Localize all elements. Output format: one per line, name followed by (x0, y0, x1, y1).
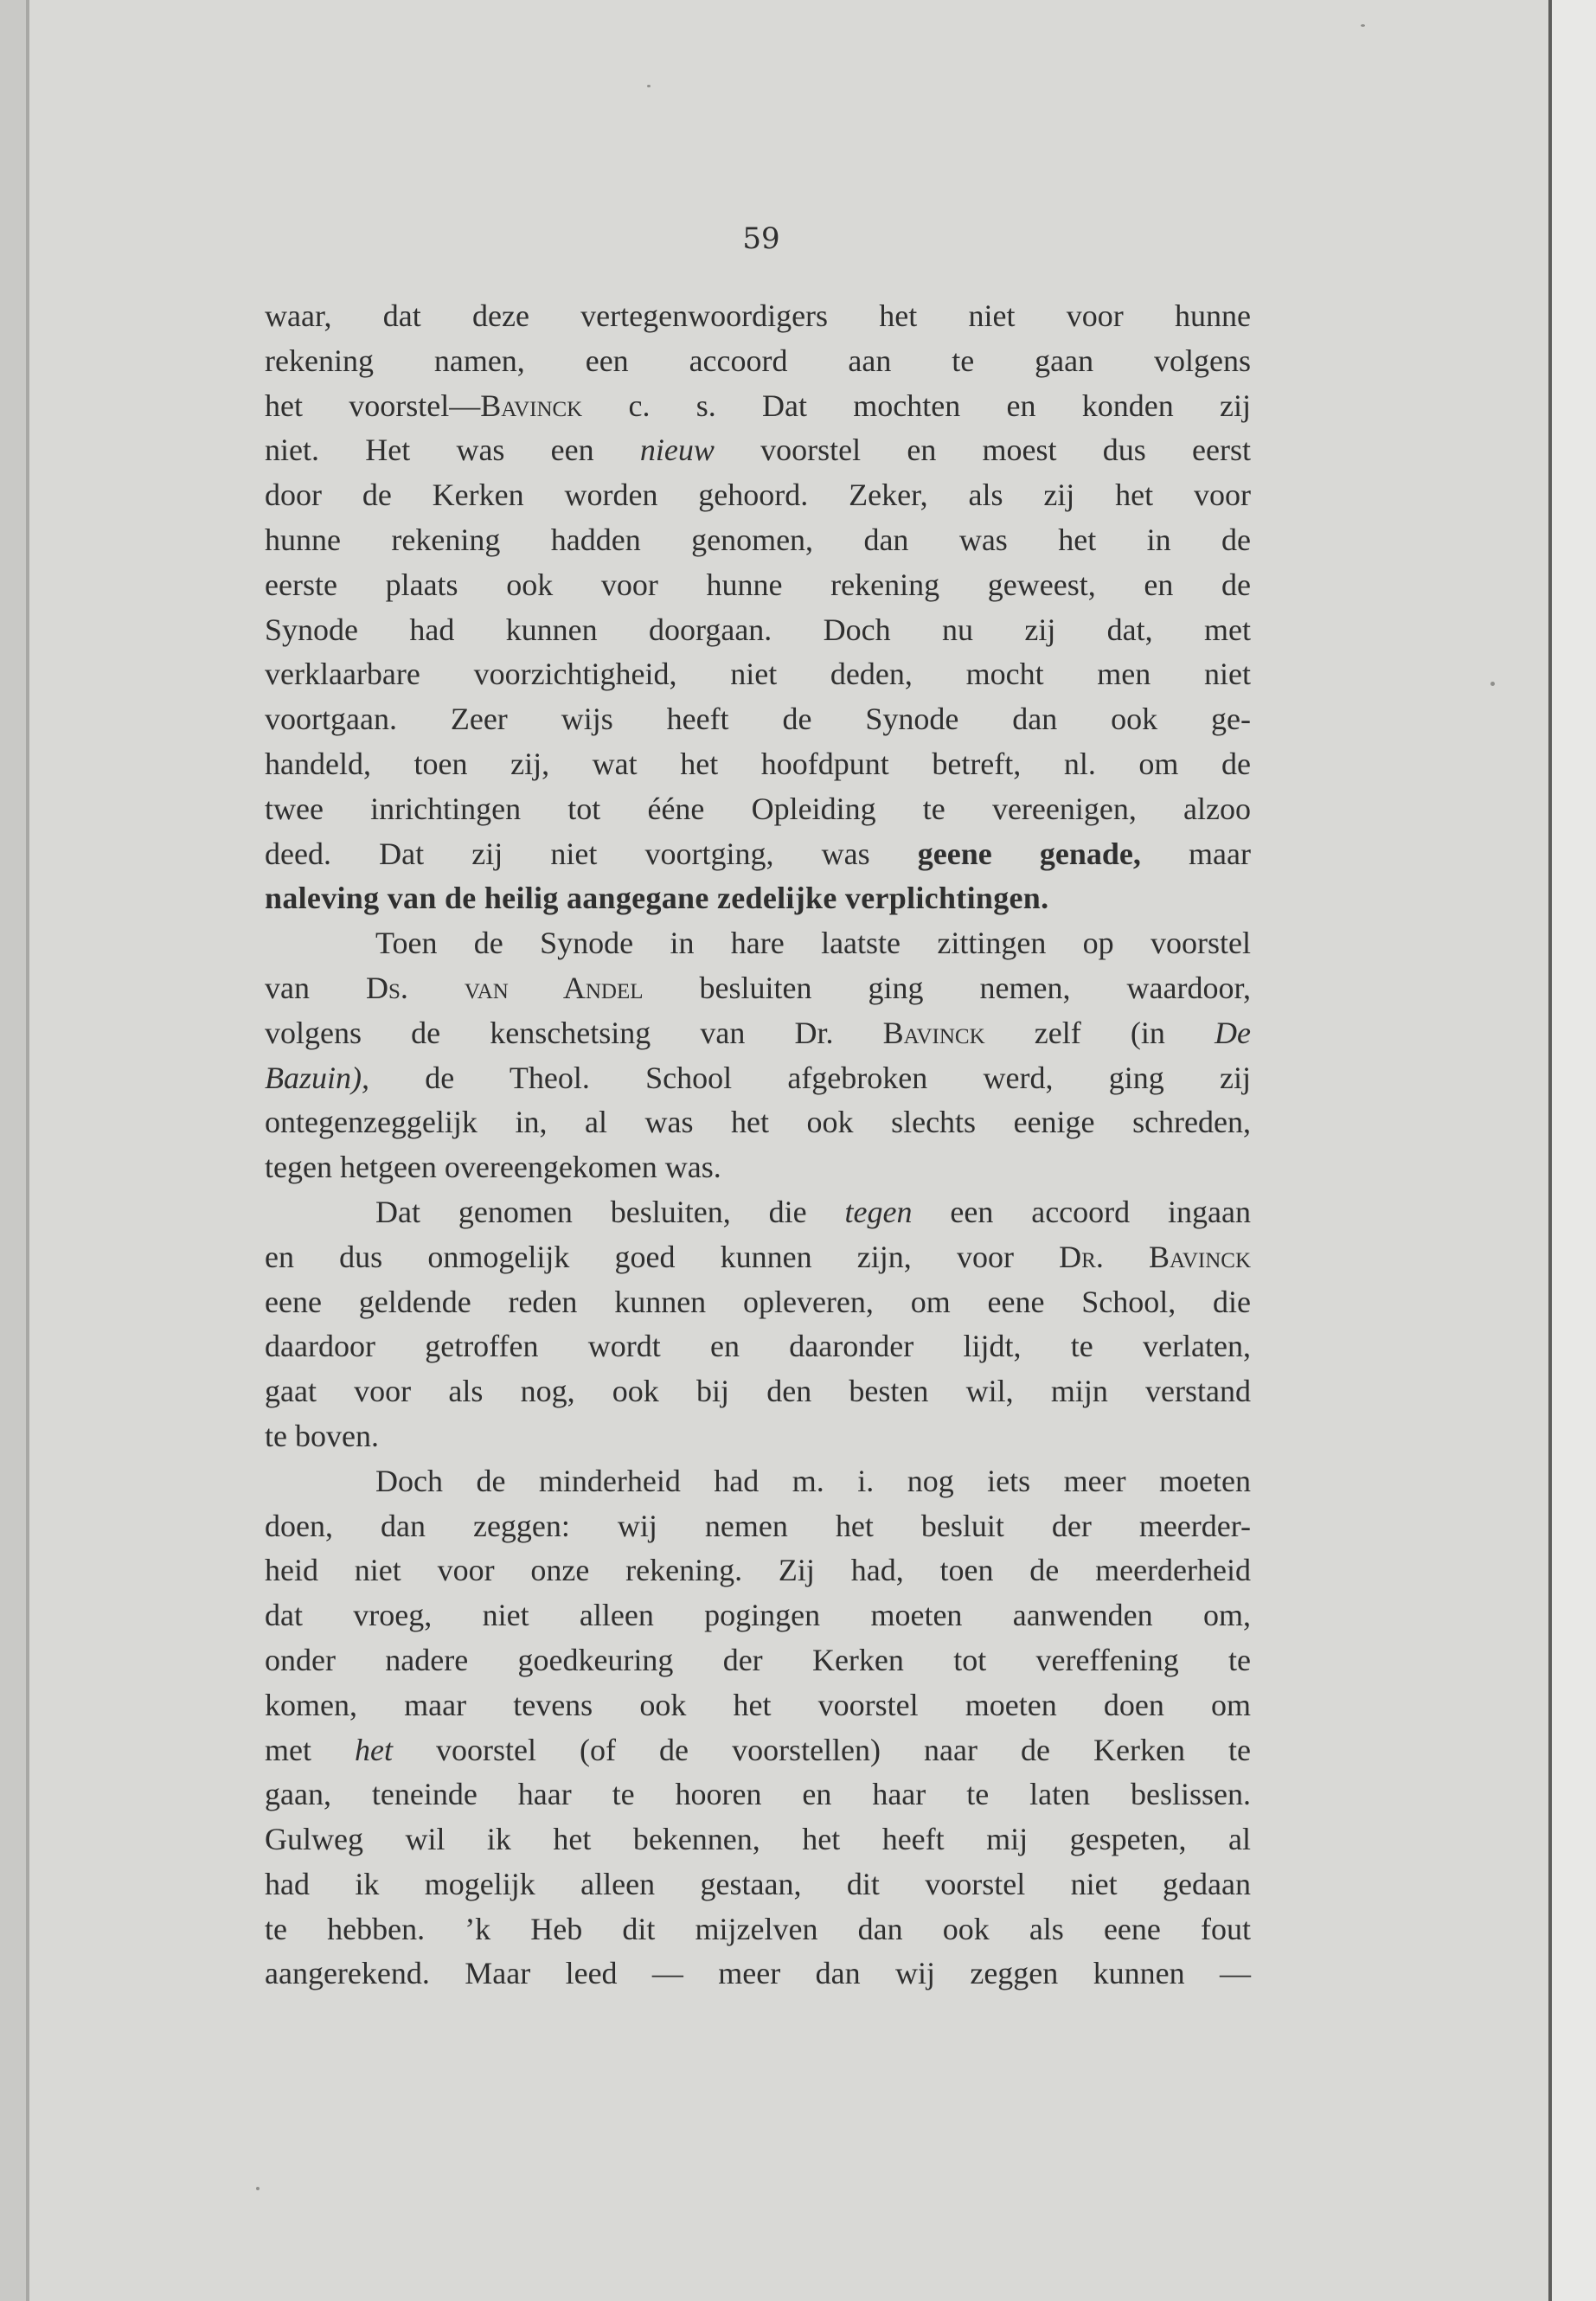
text-run: te hebben. ’k Heb dit mijzelven dan ook als eene fout (265, 1911, 1251, 1946)
text-line (265, 832, 1251, 877)
text-run: komen, maar tevens ook het voorstel moeten doen om (265, 1687, 1251, 1722)
text-run: Bazuin), (265, 1060, 369, 1095)
text-run: rekening namen, een accoord aan te gaan volgens (265, 343, 1251, 378)
text-run: heid niet voor onze rekening. Zij had, toen de meerderheid (265, 1553, 1251, 1588)
text-run: en dus onmogelijk goed kunnen zijn, voor (265, 1239, 1060, 1274)
text-run: De (1215, 1015, 1252, 1050)
text-line (265, 608, 1251, 653)
text-run: verklaarbare voorzichtigheid, niet deden, mocht men niet (265, 657, 1251, 692)
text-line (265, 1638, 1251, 1683)
text-run: te boven. (265, 1418, 379, 1453)
text-run: voorstel (of de voorstellen) naar de Kerken te (393, 1732, 1251, 1767)
text-run: tegen hetgeen overeengekomen was. (265, 1150, 721, 1185)
text-run: zelf (in (984, 1015, 1215, 1050)
text-line (265, 1728, 1251, 1773)
text-run: volgens de kenschetsing van Dr. (265, 1015, 883, 1050)
text-run: besluiten ging nemen, waardoor, (643, 970, 1251, 1005)
text-line (265, 294, 1251, 339)
text-run: ontegenzeggelijk in, al was het ook slechts eenige schreden, (265, 1105, 1251, 1140)
text-line (265, 563, 1251, 608)
paper-speck (1361, 24, 1365, 27)
text-line (265, 1593, 1251, 1638)
text-line (265, 1280, 1251, 1325)
text-run: doen, dan zeggen: wij nemen het besluit der meerder- (265, 1508, 1251, 1543)
text-run: Ds. van Andel (366, 970, 644, 1005)
text-run: het voorstel— (265, 388, 481, 423)
text-line (265, 1817, 1251, 1862)
text-line (265, 1548, 1251, 1593)
text-run: eene geldende reden kunnen opleveren, om eene School, die (265, 1284, 1251, 1319)
text-line (265, 428, 1251, 473)
text-run: het (355, 1732, 393, 1767)
text-run: voortgaan. Zeer wijs heeft de Synode dan ook ge- (265, 702, 1251, 737)
text-line (265, 1056, 1251, 1101)
text-line (265, 742, 1251, 787)
text-run: Gulweg wil ik het bekennen, het heeft mij gespeten, al (265, 1822, 1251, 1857)
text-run: nieuw (639, 433, 715, 468)
text-run: c. s. Dat mochten en konden zij (582, 388, 1251, 423)
left-page-edge (0, 0, 29, 2301)
text-line (265, 697, 1251, 742)
page-number: 59 (742, 221, 780, 256)
text-run: Doch de minderheid had m. i. nog iets meer moeten (375, 1463, 1251, 1498)
text-run: Dat genomen besluiten, die (375, 1194, 845, 1229)
text-run: twee inrichtingen tot ééne Opleiding te vereenigen, alzoo (265, 791, 1251, 826)
text-line (265, 473, 1251, 518)
text-run: Dr. Bavinck (1059, 1239, 1251, 1274)
text-run: Toen de Synode in hare laatste zittingen op voorstel (375, 926, 1251, 961)
text-run: eerste plaats ook voor hunne rekening geweest, en de (265, 567, 1251, 602)
text-line (265, 1504, 1251, 1549)
text-run: tegen (844, 1194, 913, 1229)
text-line (265, 1235, 1251, 1280)
text-line (265, 1369, 1251, 1414)
text-run: waar, dat deze vertegenwoordigers het niet voor hunne (265, 298, 1251, 333)
body-text (265, 294, 1251, 1997)
text-run: Bavinck (480, 388, 583, 423)
text-line (265, 1862, 1251, 1907)
text-run: gaat voor als nog, ook bij den besten wil, mijn verstand (265, 1374, 1251, 1409)
text-run: onder nadere goedkeuring der Kerken tot vereffening te (265, 1642, 1251, 1677)
text-line (265, 1190, 1251, 1235)
text-run: door de Kerken worden gehoord. Zeker, als zij het voor (265, 478, 1251, 513)
text-run: voorstel en moest dus eerst (714, 433, 1251, 468)
text-run: niet. Het was een (265, 433, 640, 468)
text-run: van (265, 970, 366, 1005)
text-line (265, 1683, 1251, 1728)
text-line (265, 1952, 1251, 1997)
text-run: deed. Dat zij niet voortging, was (265, 836, 918, 871)
text-run: daardoor getroffen wordt en daaronder lijdt, te verlaten, (265, 1329, 1251, 1364)
text-line (265, 384, 1251, 429)
text-run: Synode had kunnen doorgaan. Doch nu zij dat, met (265, 612, 1251, 647)
text-line (265, 1011, 1251, 1056)
text-line (265, 1414, 1251, 1459)
text-line (265, 518, 1251, 563)
text-line (265, 1100, 1251, 1145)
text-run: een accoord ingaan (912, 1194, 1252, 1229)
text-run: handeld, toen zij, wat het hoofdpunt betreft, nl. om de (265, 746, 1251, 781)
text-line (265, 1459, 1251, 1504)
text-line (265, 876, 1251, 921)
text-run: naleving van de heilig aangegane zedelijke verplichtingen. (265, 881, 1049, 916)
text-run: maar (1140, 836, 1251, 871)
text-line (265, 921, 1251, 966)
text-line (265, 652, 1251, 697)
text-run: gaan, teneinde haar te hooren en haar te laten beslissen. (265, 1777, 1251, 1812)
text-run: hunne rekening hadden genomen, dan was het in de (265, 522, 1251, 557)
text-run: had ik mogelijk alleen gestaan, dit voorstel niet gedaan (265, 1866, 1251, 1901)
text-run: de Theol. School afgebroken werd, ging zij (369, 1060, 1251, 1095)
text-line (265, 1907, 1251, 1952)
text-run: Bavinck (882, 1015, 985, 1050)
paper-speck (256, 2187, 260, 2190)
text-line (265, 787, 1251, 832)
text-line (265, 1772, 1251, 1817)
text-line (265, 339, 1251, 384)
text-line (265, 966, 1251, 1011)
text-line (265, 1145, 1251, 1190)
scan-margin-right (1552, 0, 1596, 2301)
text-run: dat vroeg, niet alleen pogingen moeten aanwenden om, (265, 1598, 1251, 1633)
text-run: met (265, 1732, 356, 1767)
text-run: aangerekend. Maar leed — meer dan wij zeggen kunnen — (265, 1956, 1251, 1991)
text-line (265, 1324, 1251, 1369)
text-run: geene genade, (917, 836, 1141, 871)
paper-speck (647, 85, 651, 87)
paper-speck (1490, 682, 1495, 686)
